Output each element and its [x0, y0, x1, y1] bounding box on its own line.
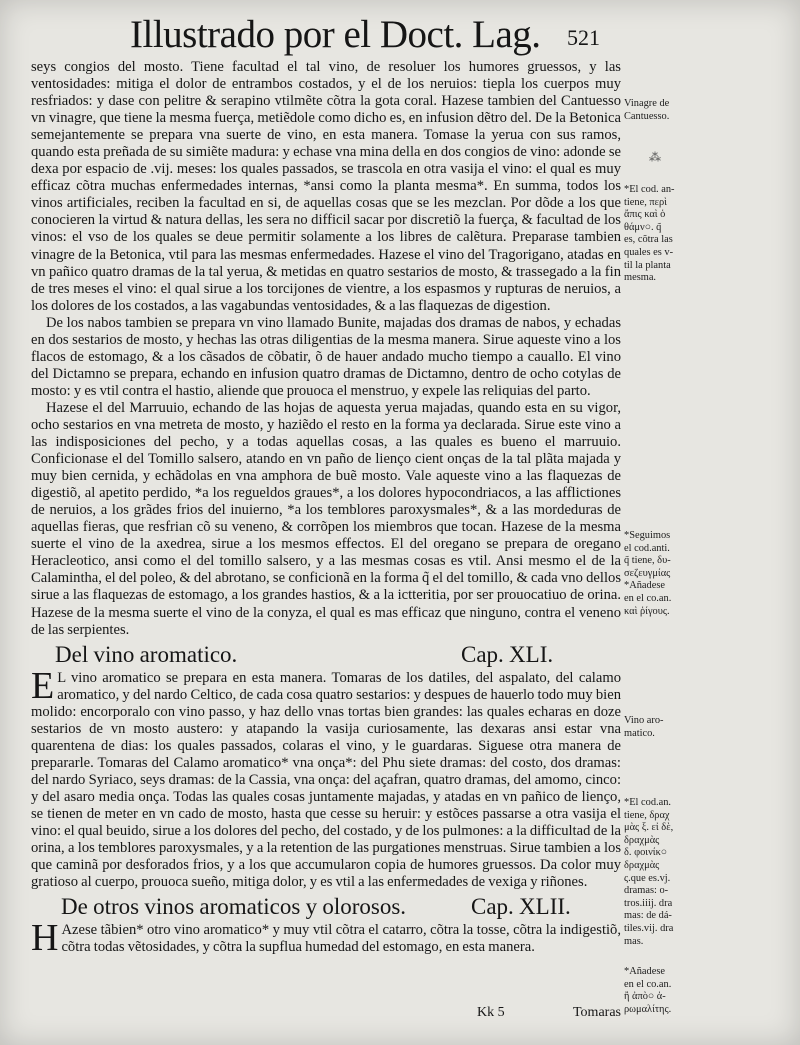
- paragraph-betonica: seys congios del mosto. Tiene facultad el tal vino, de resoluer los humores gruessos, y las ventosidades: mitiga el dolor de entrambos costados, y el de los neruios: tiepla los cuerpos muy resfriados: y dase con pelitre & serapino vtilmẽte cõtra la gota coral. Hazese tambien del Cantuesso vn vinagre, que tiene la mesma fuerça, metiẽdole como dicho es, en infusion dẽtro del. De la Betonica semejantemente se prepara vna suerte de vino, en esta manera. Tomase la yerua con sus ramos, quando esta preñada de su simiẽte madura: y echase vna mina della en dos congios de vino: adonde se dexa por espacio de .vij. meses: los quales passados, se trascola en otra vasija el vino: el qual es muy efficaz cõtra muchas enfermedades internas, *ansi como la planta mesma*. En summa, todos los vinos artificiales, reciben la facultad en si, de aquellas cosas que se les mezclan. Por dõde a los que conocieren la virtud & natura dellas, les sera no difficil sacar por discretiõ la fuerça, & facultad de los vinos: el vso de los quales se deue permitir solamente a los libres de calẽtura. Preparase tambien vinagre de la Betonica, vtil para las mesmas enfermedades. Hazese el vino del Tragorigano, atadas en vn pañico quatro dramas de la tal yerua, & metidas en quatro sestarios de mosto, & trassegado a la fin de tres meses el vino: el qual sirue a los torcijones de vientre, a los espasmos y rupturas de neruios, a los dolores de los costados, a las vagabundas ventosidades, & a las flaquezas de digestion.: [31, 59, 621, 314]
- margin-note-seguimos: *Seguimos el cod.anti. q̃ tiene, δυ- σεζευγμίας *Añadese en el co.an. καὶ ῥίγους.: [624, 530, 672, 617]
- running-head: Illustrado por el Doct. Lag.: [130, 13, 541, 56]
- paragraph-nabos: De los nabos tambien se prepara vn vino llamado Bunite, majadas dos dramas de nabos, y echadas en dos sestarios de mosto, y hechas las otras diligentias de la mesma manera. Sirue aqueste vino a los flacos de estomago, & a los cãsados de cõbatir, õ de hauer andado mucho tiempo a cauallo. El vino del Dictamno se prepara, echando en infusion quatro dramas de Dictamno, dentro de ocho cotylas de mosto: y es vtil contra el hastio, aliende que prouoca el menstruo, y expele las reliquias del parto.: [31, 314, 621, 399]
- margin-note-vino-aromatico: Vino aro- matico.: [624, 715, 664, 739]
- drop-cap: H: [31, 917, 59, 960]
- chapter-xli-text: L vino aromatico se prepara en esta manera. Tomaras de los datiles, del aspalato, del calamo aromatico, y del nardo Celtico, de cada cosa quatro sestarios: y despues de hauerlo todo muy bien molido: encorporalo con vino passo, y haz dello vnas tortas bien grandes: las quales echaras en doze sestarios de vn mosto austero: y atapando la vasija curiosamente, las dexaras ansi estar vna quarentena de dias: los quales passados, colaras el vino, y le guardaras. Siguese otra manera de prepararle. Tomaras del Calamo aromatico* vna onça*: del Phu siete dramas: del costo, dos dramas: del nardo Syriaco, seys dramas: de la Cassia, vna onça: del açafran, quatro dramas, del amomo, cinco: y del asaro media onça. Todas las quales cosas juntamente majadas, y atadas en vn pañico de lienço, se tienen de meter en vn cado de mosto, hasta que cesse su heruir: y estõces passarse a otra vasija el vino: el qual beuido, sirue a los dolores del pecho, del costado, y de los pulmones: a la difficultad de la orina, a los temblores paroxysmales, y a la retention de las purgationes menstruas. Sirue tambien a los que caminã por desforados frios, y a los que accumularon copia de humores gruessos. Da color muy gratioso al cuerpo, prouoca sueño, mitiga dolor, y es vtil a las enfermedades de vexiga y riñones.: [31, 669, 621, 891]
- catchword: Tomaras: [572, 1005, 621, 1020]
- chapter-number: Cap. XLI.: [461, 641, 554, 667]
- page-footer: [31, 1004, 621, 1022]
- paragraph-marruuio: Hazese el del Marruuio, echando de las hojas de aquesta yerua majadas, quando esta en su vigor, ocho sestarios en vna metreta de mosto, y haziẽdo el resto en la forma ya declarada. Sirue este vino a las indisposiciones del pecho, y a todas aquellas cosas, a las quales es bueno el marruuio. Conficionase el del Tomillo salsero, atando en vn paño de lienço cient onças de la tal plãta majada y muy bien cernida, y echãdolas en vna amphora de buẽ mosto. Vale aqueste vino a las flaquezas de digestiõ, al apetito perdido, *a los regueldos graues*, a los dolores hypocondriacos, a las afflictiones de neruios, a los grãdes frios del inuierno, *a los temblores paroxysmales*, & a las mordeduras de aquellas fieras, que resfrian cõ su veneno, & corrõpen los miembros que tocan. Hazese de la mesma suerte el vino de la axedrea, sirue a los mesmos effectos. El del oregano se prepara de oregano Heracleotico, ansi como el del tomillo salsero, y a las mesmas cosas es vtil. Ansi mesmo el de la Calamintha, el del poleo, & del abrotano, se conficionã en la forma q̃ el del tomillo, & cada vno dellos sirue a las flaquezas de estomago, a los grandes hastios, & a la ictteritia, por ser prouocatiuo de orina. Hazese de la mesma suerte el vino de la conyza, el qual es mas efficaz que ninguno, contra el veneno de las serpientes.: [31, 399, 621, 638]
- margin-note-cod-antiguo-2: *El cod.an. tiene, δραχ μὰς ξ. εἰ δὲ, δραχμὰς δ. φοινίκ○ δραχμὰς ς.que es.vj. dramas: o- tros.iiij. dra mas: de dá- tiles.vij. dra mas.: [624, 797, 674, 947]
- chapter-xli-body: [31, 664, 621, 892]
- chapter-heading-xlii: [31, 891, 621, 922]
- chapter-title: Del vino aromatico.: [55, 641, 238, 667]
- chapter-heading-xli: [31, 639, 621, 670]
- chapter-xlii-text: Azese tãbien* otro vino aromatico* y muy vtil cõtra el catarro, cõtra la tosse, cõtra la indigestiõ, cõtra todas vẽtosidades, y cõtra la supflua humedad del estomago, en esta manera.: [61, 922, 621, 956]
- page-number: 521: [567, 25, 600, 50]
- drop-cap: E: [31, 664, 55, 707]
- ink-mark-icon: ⁂: [649, 150, 661, 164]
- margin-note-anadese: *Añadese en el co.an. ἢ ἀπὸ○ ἀ- ρωμαλίτης.: [624, 966, 672, 1015]
- page-header: [130, 12, 600, 58]
- chapter-title: De otros vinos aromaticos y olorosos.: [61, 894, 407, 920]
- chapter-number: Cap. XLII.: [471, 894, 571, 920]
- chapter-xlii-body: [31, 917, 621, 960]
- main-text-column: [31, 59, 621, 960]
- margin-note-cod-antiguo-1: *El cod. an- tiene, περὶ ἄπις καὶ ὁ θάμν○. q̃ es, cõtra las quales es v- til la planta mesma.: [624, 184, 675, 284]
- margin-note-vinagre-cantuesso: Vinagre de Cantuesso.: [624, 98, 670, 122]
- signature-mark: Kk 5: [477, 1005, 505, 1020]
